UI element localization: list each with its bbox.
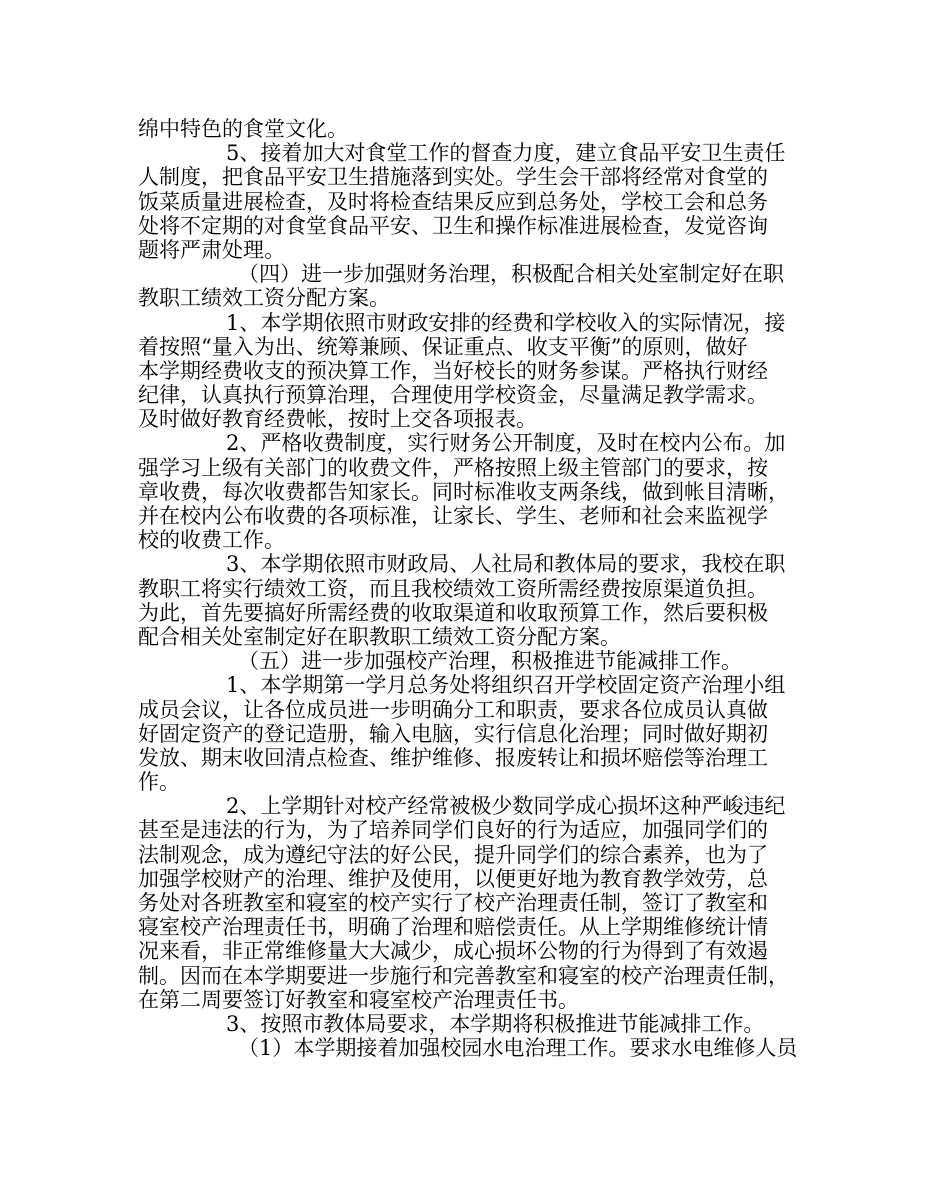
text-line: 成员会议，让各位成员进一步明确分工和职责，要求各位成员认真做 <box>138 697 768 722</box>
text-line: 教职工绩效工资分配方案。 <box>138 286 390 311</box>
text-line: 题将严肃处理。 <box>138 237 285 262</box>
text-line: 校的收费工作。 <box>138 528 285 553</box>
text-line: 寝室校产治理责任书，明确了治理和赔偿责任。从上学期维修统计情 <box>138 915 768 940</box>
text-line: 法制观念，成为遵纪守法的好公民，提升同学们的综合素养，也为了 <box>138 842 768 867</box>
text-line: 处将不定期的对食堂食品平安、卫生和操作标准进展检查，发觉咨询 <box>138 213 768 238</box>
text-line: 配合相关处室制定好在职教职工绩效工资分配方案。 <box>138 624 621 649</box>
text-line: 在第二周要签订好教室和寝室校产治理责任书。 <box>138 987 579 1012</box>
text-line: 纪律，认真执行预算治理，合理使用学校资金，尽量满足教学需求。 <box>138 383 768 408</box>
text-line: 强学习上级有关部门的收费文件，严格按照上级主管部门的要求，按 <box>138 455 768 480</box>
text-line: 着按照“量入为出、统筹兼顾、保证重点、收支平衡”的原则，做好 <box>138 334 748 359</box>
text-line: 章收费，每次收费都告知家长。同时标准收支两条线，做到帐目清晰， <box>138 479 789 504</box>
text-line: 饭菜质量进展检查，及时将检查结果反应到总务处，学校工会和总务 <box>138 189 768 214</box>
text-line: 加强学校财产的治理、维护及使用，以便更好地为教育教学效劳，总 <box>138 866 768 891</box>
text-line: 1、本学期依照市财政安排的经费和学校收入的实际情况，接 <box>226 310 786 335</box>
text-line: 况来看，非正常维修量大大减少，成心损坏公物的行为得到了有效遏 <box>138 939 768 964</box>
text-line: 制。因而在本学期要进一步施行和完善教室和寝室的校产治理责任制， <box>138 963 789 988</box>
text-line: 并在校内公布收费的各项标准，让家长、学生、老师和社会来监视学 <box>138 504 768 528</box>
text-line: 绵中特色的食堂文化。 <box>138 117 348 141</box>
text-line: 好固定资产的登记造册，输入电脑，实行信息化治理；同时做好期初 <box>138 721 768 746</box>
section-heading: （四）进一步加强财务治理，积极配合相关处室制定好在职 <box>238 262 784 287</box>
text-line: 5、接着加大对食堂工作的督查力度，建立食品平安卫生责任 <box>226 141 786 166</box>
text-line: （1）本学期接着加强校园水电治理工作。要求水电维修人员 <box>238 1036 798 1061</box>
text-line: 3、本学期依照市财政局、人社局和教体局的要求，我校在职 <box>226 552 786 577</box>
text-line: 2、严格收费制度，实行财务公开制度，及时在校内公布。加 <box>226 431 786 456</box>
section-heading: （五）进一步加强校产治理，积极推进节能减排工作。 <box>238 649 742 674</box>
text-line: 及时做好教育经费帐，按时上交各项报表。 <box>138 407 537 432</box>
text-line: 人制度，把食品平安卫生措施落到实处。学生会干部将经常对食堂的 <box>138 165 768 190</box>
text-line: 教职工将实行绩效工资，而且我校绩效工资所需经费按原渠道负担。 <box>138 576 768 601</box>
text-line: 作。 <box>138 770 180 795</box>
text-line: 3、按照市教体局要求，本学期将积极推进节能减排工作。 <box>226 1011 765 1036</box>
text-line: 本学期经费收支的预决算工作，当好校长的财务参谋。严格执行财经 <box>138 358 768 383</box>
text-line: 务处对各班教室和寝室的校产实行了校产治理责任制，签订了教室和 <box>138 891 768 915</box>
text-line: 发放、期末收回清点检查、维护维修、报废转让和损坏赔偿等治理工 <box>138 745 768 770</box>
document-body <box>138 117 818 1060</box>
text-line: 为此，首先要搞好所需经费的收取渠道和收取预算工作，然后要积极 <box>138 600 768 625</box>
text-line: 2、上学期针对校产经常被极少数同学成心损坏这种严峻违纪 <box>226 794 786 819</box>
text-line: 甚至是违法的行为，为了培养同学们良好的行为适应，加强同学们的 <box>138 818 768 843</box>
text-line: 1、本学期第一学月总务处将组织召开学校固定资产治理小组 <box>226 673 786 698</box>
